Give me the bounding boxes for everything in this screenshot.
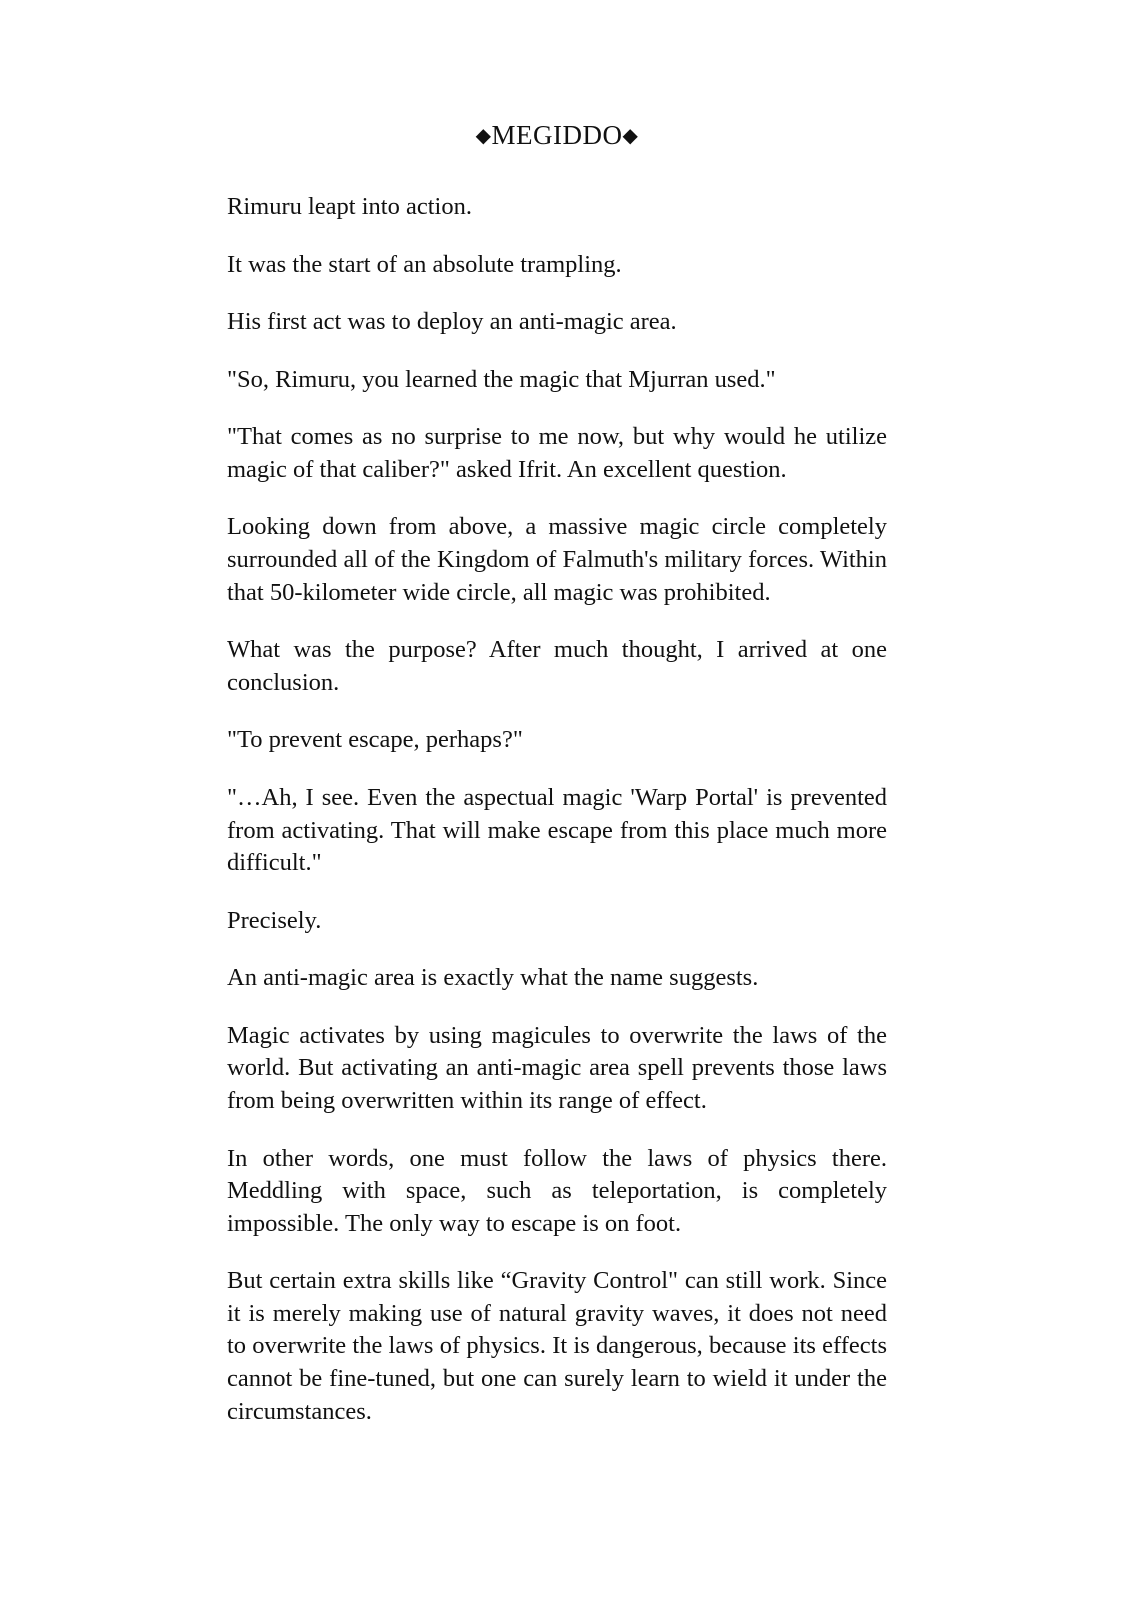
- paragraph: "…Ah, I see. Even the aspectual magic 'Warp Portal' is prevented from activating. That will make escape from this place much more difficult.": [227, 783, 887, 877]
- paragraph: In other words, one must follow the laws of physics there. Meddling with space, such as teleportation, is completely impossible. The only way to escape is on foot.: [227, 1144, 887, 1237]
- chapter-title-text: MEGIDDO: [491, 120, 623, 150]
- paragraph: "That comes as no surprise to me now, but why would he utilize magic of that caliber?" asked Ifrit. An excellent question.: [227, 423, 887, 483]
- paragraph: An anti-magic area is exactly what the name suggests.: [227, 964, 759, 992]
- paragraph: Rimuru leapt into action.: [227, 193, 472, 220]
- paragraph: Precisely.: [227, 906, 322, 934]
- paragraph: Magic activates by using magicules to overwrite the laws of the world. But activating an anti-magic area spell prevents those laws from being overwritten within its range of effect.: [227, 1021, 887, 1114]
- paragraph: It was the start of an absolute trampling.: [227, 250, 622, 278]
- diamond-ornament-left-icon: ◆: [475, 125, 492, 147]
- paragraph: His first act was to deploy an anti-magic area.: [227, 308, 677, 336]
- diamond-ornament-right-icon: ◆: [622, 125, 639, 147]
- page-content: [227, 120, 887, 1428]
- paragraph: "So, Rimuru, you learned the magic that Mjurran used.": [227, 365, 776, 393]
- chapter-title: [227, 120, 887, 151]
- paragraph: Looking down from above, a massive magic circle completely surrounded all of the Kingdom of Falmuth's military forces. Within that 50-kilometer wide circle, all magic was prohibited.: [227, 513, 887, 606]
- paragraph: "To prevent escape, perhaps?": [227, 726, 523, 754]
- paragraph: What was the purpose? After much thought, I arrived at one conclusion.: [227, 636, 887, 696]
- paragraph: But certain extra skills like “Gravity Control" can still work. Since it is merely making use of natural gravity waves, it does not need to overwrite the laws of physics. It is dangerous, because its effects cannot be fine-tuned, but one can surely learn to wield it under the circumstances.: [227, 1267, 887, 1425]
